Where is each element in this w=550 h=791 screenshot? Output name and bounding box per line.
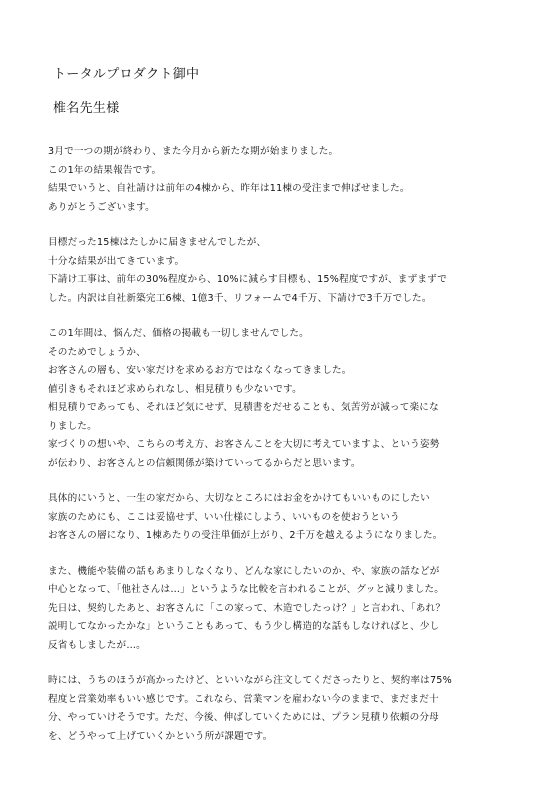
paragraph-line: 下請け工事は、前年の30%程度から、10%に減らす目標も、15%程度ですが、まずまずで	[48, 274, 448, 285]
paragraph-line: 相見積りであっても、それほど気にせず、見積書をだせることも、気苦労が減って楽にな	[48, 402, 439, 413]
paragraph-line: 反省もしましたが…。	[48, 639, 146, 651]
paragraph-line: 家族のためにも、ここは妥協せず、いい仕様にしよう、いいものを使おうという	[48, 511, 400, 523]
paragraph-line: 中心となって、「他社さんは…」というような比較を言われることが、グッと減りました。	[48, 584, 445, 595]
paragraph-line: りました。	[48, 420, 97, 432]
paragraph	[48, 325, 518, 473]
paragraph-line: を、どうやって上げていくかという所が課題です。	[48, 730, 273, 742]
paragraph-line: お客さんの層も、安い家だけを求めるお方ではなくなってきました。	[48, 365, 352, 376]
paragraph-line: この1年間は、悩んだ、価格の掲載も一切しませんでした。	[48, 328, 309, 339]
paragraph-line: 時には、うちのほうが高かったけど、といいながら注文してくださったりと、契約率は75%	[48, 675, 452, 686]
paragraph-line: 3月で一つの期が終わり、また今月から新たな期が始まりました。	[48, 146, 339, 157]
paragraph-line: そのためでしょうか、	[48, 346, 146, 358]
addressee-person: 椎名先生様	[53, 101, 120, 116]
letter-body	[48, 143, 518, 763]
paragraph-line: が伝わり、お客さんとの信頼関係が築けていってるからだと思います。	[48, 457, 361, 469]
paragraph-line: 程度と営業効率もいい感じです。これなら、営業マンを雇わない今のままで、まだまだ十	[48, 693, 439, 705]
addressee-company: トータルプロダクト御中	[53, 67, 200, 82]
paragraph-line: お客さんの層になり、1棟あたりの受注単価が上がり、2千万を越えるようになりました。	[48, 530, 443, 541]
paragraph	[48, 143, 518, 217]
paragraph-line: 説明してなかったかな」ということもあって、もう少し構造的な話もしなければと、少し	[48, 621, 440, 632]
paragraph-line: この1年の結果報告です。	[48, 164, 162, 176]
paragraph	[48, 672, 518, 746]
paragraph-line: 目標だった15棟はたしかに届きませんでしたが、	[48, 237, 267, 248]
paragraph-line: また、機能や装備の話もあまりしなくなり、どんな家にしたいのか、や、家族の話などが	[48, 565, 440, 577]
paragraph-line: 結果でいうと、自社請けは前年の4棟から、昨年は11棟の受注まで伸ばせました。	[48, 183, 410, 194]
paragraph-line: ありがとうございます。	[48, 201, 155, 213]
paragraph	[48, 234, 518, 308]
paragraph	[48, 563, 518, 656]
paragraph-line: 具体的にいうと、一生の家だから、大切なところにはお金をかけてもいいものにしたい	[48, 493, 430, 504]
paragraph-line: した。内訳は自社新築完工6棟、1億3千、リフォームで4千万、下請けで3千万でした。	[48, 292, 432, 304]
paragraph-line: 先日は、契約したあと、お客さんに「この家って、木造でしたっけ？」と言われ、「あれ？	[48, 602, 446, 614]
paragraph	[48, 490, 518, 546]
paragraph-line: 十分な結果が出てきています。	[48, 255, 185, 267]
paragraph-line: 値引きもそれほど求められなし、相見積りも少ないです。	[48, 383, 302, 395]
paragraph-line: 家づくりの想いや、こちらの考え方、お客さんことを大切に考えていますよ、という姿勢	[48, 439, 440, 450]
paragraph-line: 分、やっていけそうです。ただ、今後、伸ばしていくためには、プラン見積り依頼の分母	[48, 712, 439, 723]
